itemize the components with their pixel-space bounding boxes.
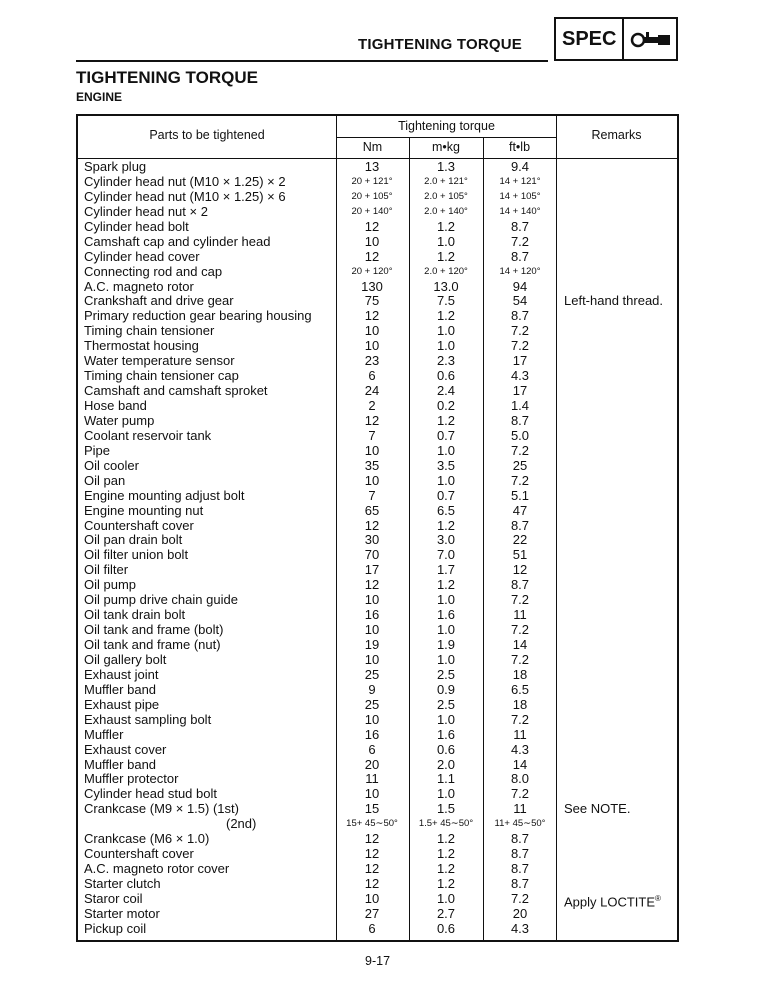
part-cell: Cylinder head nut (M10 × 1.25) × 6 (84, 188, 286, 204)
ftlb-cell: 7.2 (510, 442, 530, 458)
table-row (78, 444, 677, 459)
mkg-cell: 2.4 (436, 383, 456, 399)
ftlb-cell: 11 (513, 801, 527, 817)
ftlb-cell: 25 (512, 457, 528, 473)
ftlb-cell: 8.7 (510, 876, 530, 891)
ftlb-cell: 11 (513, 607, 527, 623)
table-row (78, 429, 677, 444)
part-cell: Oil filter (84, 562, 129, 578)
part-cell: Primary reduction gear bearing housing (84, 308, 312, 324)
table-row (78, 563, 677, 578)
mkg-cell: 0.2 (436, 398, 456, 413)
ftlb-cell: 11+ 45∼50° (494, 818, 546, 830)
ftlb-cell: 4.3 (510, 368, 530, 384)
ftlb-cell: 17 (512, 383, 528, 399)
part-cell: Exhaust pipe (84, 696, 160, 712)
nm-cell: 13 (364, 159, 380, 174)
mkg-cell: 2.3 (436, 353, 456, 369)
ftlb-cell: 14 + 105° (499, 190, 541, 202)
spec-badge-divider (622, 19, 624, 59)
part-cell: Water pump (84, 412, 155, 428)
mkg-cell: 1.0 (436, 786, 456, 802)
part-cell: Exhaust cover (84, 741, 167, 757)
ftlb-cell: 4.3 (510, 920, 530, 936)
nm-cell: 19 (364, 637, 380, 652)
mkg-cell: 1.2 (436, 846, 456, 862)
ftlb-cell: 22 (512, 532, 528, 548)
nm-cell: 12 (364, 308, 380, 324)
ftlb-cell: 14 + 140° (499, 205, 541, 217)
table-row (78, 758, 677, 773)
header-subdivider (336, 137, 557, 138)
part-cell: Crankshaft and drive gear (84, 293, 234, 309)
part-cell: Thermostat housing (84, 338, 199, 354)
mkg-cell: 2.5 (436, 696, 456, 712)
part-cell: Spark plug (84, 159, 147, 174)
nm-cell: 12 (364, 517, 380, 533)
mkg-cell: 1.7 (436, 562, 456, 578)
ftlb-cell: 8.7 (510, 517, 530, 533)
mkg-cell: 0.6 (436, 920, 456, 936)
nm-cell: 15 (364, 801, 380, 817)
part-cell: Camshaft cap and cylinder head (84, 233, 271, 249)
table-row (78, 802, 677, 817)
ftlb-cell: 8.0 (510, 771, 530, 787)
ftlb-cell: 6.5 (510, 681, 530, 697)
nm-cell: 9 (368, 681, 376, 697)
mkg-cell: 1.2 (436, 517, 456, 533)
part-cell: Oil tank and frame (bolt) (84, 622, 224, 638)
ftlb-cell: 7.2 (510, 592, 530, 608)
ftlb-cell: 14 (512, 637, 528, 652)
mkg-cell: 1.0 (436, 442, 456, 458)
nm-cell: 10 (364, 442, 380, 458)
remarks-cell: Apply LOCTITE® (564, 893, 661, 910)
table-row (78, 548, 677, 563)
ftlb-cell: 8.7 (510, 577, 530, 593)
table-row (78, 160, 677, 175)
nm-cell: 10 (364, 592, 380, 608)
nm-cell: 12 (364, 876, 380, 891)
table-row (78, 414, 677, 429)
table-row (78, 220, 677, 235)
table-row (78, 638, 677, 653)
table-row (78, 683, 677, 698)
ftlb-cell: 7.2 (510, 233, 530, 249)
nm-cell: 65 (364, 502, 380, 518)
ftlb-cell: 18 (512, 666, 528, 682)
nm-cell: 12 (364, 577, 380, 593)
table-row (78, 354, 677, 369)
table-row (78, 280, 677, 295)
mkg-cell: 1.3 (436, 159, 456, 174)
table-row (78, 922, 677, 937)
col-header-nm: Nm (362, 140, 383, 154)
mkg-cell: 1.6 (436, 607, 456, 623)
part-cell: Oil pan (84, 472, 126, 488)
mkg-cell: 1.2 (436, 248, 456, 264)
mkg-cell: 1.9 (436, 637, 456, 652)
ftlb-cell: 8.7 (510, 308, 530, 324)
header-rule (76, 60, 548, 62)
nm-cell: 7 (368, 427, 376, 443)
table-row (78, 862, 677, 877)
table-row (78, 877, 677, 892)
nm-cell: 25 (364, 696, 380, 712)
part-cell: Oil tank drain bolt (84, 607, 186, 623)
mkg-cell: 2.0 + 140° (424, 205, 468, 217)
table-row (78, 190, 677, 205)
table-row (78, 369, 677, 384)
mkg-cell: 2.0 + 120° (424, 265, 468, 277)
nm-cell: 10 (364, 472, 380, 488)
part-cell: A.C. magneto rotor (84, 278, 194, 294)
table-row (78, 399, 677, 414)
mkg-cell: 1.0 (436, 233, 456, 249)
mkg-cell: 1.0 (436, 890, 456, 906)
section-title: TIGHTENING TORQUE (76, 68, 258, 87)
ftlb-cell: 7.2 (510, 622, 530, 638)
table-row (78, 250, 677, 265)
remarks-cell: See NOTE. (564, 801, 631, 817)
ftlb-cell: 47 (512, 502, 528, 518)
ftlb-cell: 14 (512, 756, 528, 772)
part-cell: Water temperature sensor (84, 353, 235, 369)
table-row (78, 235, 677, 250)
part-cell: Camshaft and camshaft sproket (84, 383, 268, 399)
part-cell: Muffler (84, 726, 124, 742)
part-cell: Oil filter union bolt (84, 547, 189, 563)
nm-cell: 6 (368, 368, 376, 384)
nm-cell: 16 (364, 607, 380, 623)
table-row (78, 743, 677, 758)
nm-cell: 30 (364, 532, 380, 548)
torque-table (76, 114, 679, 942)
ftlb-cell: 9.4 (510, 159, 530, 174)
part-cell: Timing chain tensioner cap (84, 368, 239, 384)
mkg-cell: 1.2 (436, 308, 456, 324)
mkg-cell: 0.6 (436, 368, 456, 384)
ftlb-cell: 7.2 (510, 472, 530, 488)
table-row (78, 384, 677, 399)
spec-badge (554, 17, 678, 61)
part-cell: Starter clutch (84, 876, 161, 891)
nm-cell: 12 (364, 248, 380, 264)
table-row (78, 772, 677, 787)
ftlb-cell: 7.2 (510, 890, 530, 906)
mkg-cell: 1.2 (436, 577, 456, 593)
part-cell: Crankcase (M6 × 1.0) (84, 831, 210, 847)
mkg-cell: 1.0 (436, 323, 456, 339)
mkg-cell: 0.7 (436, 427, 456, 443)
nm-cell: 24 (364, 383, 380, 399)
ftlb-cell: 7.2 (510, 338, 530, 354)
nm-cell: 10 (364, 711, 380, 727)
part-cell: Hose band (84, 398, 147, 413)
nm-cell: 12 (364, 412, 380, 428)
part-cell: Muffler band (84, 756, 157, 772)
nm-cell: 75 (364, 293, 380, 309)
col-header-remarks: Remarks (591, 128, 642, 142)
nm-cell: 20 + 105° (351, 190, 393, 202)
nm-cell: 12 (364, 861, 380, 877)
nm-cell: 10 (364, 323, 380, 339)
nm-cell: 10 (364, 622, 380, 638)
part-cell: Connecting rod and cap (84, 263, 223, 279)
page-header-title: TIGHTENING TORQUE (358, 36, 522, 53)
table-row (78, 504, 677, 519)
mkg-cell: 1.0 (436, 592, 456, 608)
mkg-cell: 0.7 (436, 487, 456, 503)
ftlb-cell: 51 (512, 547, 528, 563)
part-cell: Cylinder head bolt (84, 218, 189, 234)
nm-cell: 20 (364, 756, 380, 772)
section-subtitle: ENGINE (76, 90, 123, 104)
nm-cell: 130 (361, 278, 383, 294)
part-cell: Timing chain tensioner (84, 323, 215, 339)
ftlb-cell: 4.3 (510, 741, 530, 757)
part-cell: Starter motor (84, 905, 160, 921)
page-number: 9-17 (365, 954, 391, 968)
table-row (78, 698, 677, 713)
nm-cell: 10 (364, 233, 380, 249)
mkg-cell: 0.6 (436, 741, 456, 757)
part-cell: Oil pump (84, 577, 137, 593)
spec-badge-label: SPEC (562, 28, 617, 50)
table-row (78, 787, 677, 802)
part-cell: Exhaust sampling bolt (84, 711, 212, 727)
part-cell: Crankcase (M9 × 1.5) (1st) (84, 801, 239, 817)
part-cell: Cylinder head nut × 2 (84, 203, 208, 219)
ftlb-cell: 7.2 (510, 711, 530, 727)
torque-wrench-icon (628, 28, 674, 52)
mkg-cell: 1.6 (436, 726, 456, 742)
mkg-cell: 3.0 (436, 532, 456, 548)
part-cell: Muffler protector (84, 771, 179, 787)
ftlb-cell: 7.2 (510, 651, 530, 667)
part-cell: Cylinder head cover (84, 248, 200, 264)
mkg-cell: 2.0 + 121° (424, 175, 468, 187)
table-row (78, 832, 677, 847)
table-row (78, 205, 677, 220)
table-body (78, 160, 677, 937)
nm-cell: 12 (364, 218, 380, 234)
ftlb-cell: 1.4 (510, 398, 530, 413)
mkg-cell: 2.7 (436, 905, 456, 921)
part-cell: Oil tank and frame (nut) (84, 637, 221, 652)
col-header-torque: Tightening torque (398, 119, 495, 133)
ftlb-cell: 5.1 (510, 487, 530, 503)
part-cell: Oil pan drain bolt (84, 532, 183, 548)
ftlb-cell: 8.7 (510, 846, 530, 862)
ftlb-cell: 8.7 (510, 248, 530, 264)
ftlb-cell: 14 + 121° (499, 175, 541, 187)
nm-cell: 12 (364, 846, 380, 862)
table-row (78, 890, 677, 910)
table-row (78, 847, 677, 862)
mkg-cell: 6.5 (436, 502, 456, 518)
table-row (78, 653, 677, 668)
ftlb-cell: 94 (512, 278, 528, 294)
part-cell: Engine mounting adjust bolt (84, 487, 245, 503)
nm-cell: 10 (364, 890, 380, 906)
table-row (78, 907, 677, 922)
part-cell: Oil cooler (84, 457, 139, 473)
col-header-parts: Parts to be tightened (149, 128, 265, 142)
nm-cell: 11 (365, 771, 379, 787)
ftlb-cell: 7.2 (510, 786, 530, 802)
mkg-cell: 0.9 (436, 681, 456, 697)
table-row (78, 489, 677, 504)
mkg-cell: 2.0 (436, 756, 456, 772)
mkg-cell: 1.2 (436, 831, 456, 847)
mkg-cell: 1.1 (436, 771, 456, 787)
table-row (78, 578, 677, 593)
ftlb-cell: 8.7 (510, 412, 530, 428)
nm-cell: 16 (364, 726, 380, 742)
ftlb-cell: 8.7 (510, 861, 530, 877)
ftlb-cell: 18 (512, 696, 528, 712)
remarks-cell: Left-hand thread. (564, 293, 664, 309)
mkg-cell: 1.0 (436, 651, 456, 667)
table-row (78, 519, 677, 534)
nm-cell: 20 + 120° (351, 265, 393, 277)
ftlb-cell: 54 (512, 293, 528, 309)
nm-cell: 6 (368, 741, 376, 757)
part-cell: Oil gallery bolt (84, 651, 167, 667)
mkg-cell: 1.2 (436, 218, 456, 234)
part-cell: A.C. magneto rotor cover (84, 861, 230, 877)
nm-cell: 23 (364, 353, 380, 369)
mkg-cell: 3.5 (436, 457, 456, 473)
mkg-cell: 7.5 (436, 293, 456, 309)
table-row (78, 817, 677, 832)
ftlb-cell: 20 (512, 905, 528, 921)
nm-cell: 2 (368, 398, 376, 413)
ftlb-cell: 8.7 (510, 831, 530, 847)
col-header-ftlb: ft•lb (508, 140, 531, 154)
mkg-cell: 1.0 (436, 711, 456, 727)
mkg-cell: 2.0 + 105° (424, 190, 468, 202)
table-row (78, 593, 677, 608)
table-row (78, 608, 677, 623)
nm-cell: 10 (364, 786, 380, 802)
nm-cell: 35 (364, 457, 380, 473)
part-cell: Staror coil (84, 890, 143, 906)
part-cell: Pickup coil (84, 920, 147, 936)
mkg-cell: 1.2 (436, 412, 456, 428)
part-cell: Coolant reservoir tank (84, 427, 212, 443)
table-row (78, 459, 677, 474)
nm-cell: 25 (364, 666, 380, 682)
part-cell: Exhaust joint (84, 666, 159, 682)
ftlb-cell: 5.0 (510, 427, 530, 443)
mkg-cell: 1.2 (436, 876, 456, 891)
part-cell: Muffler band (84, 681, 157, 697)
table-row (78, 623, 677, 638)
col-header-mkg: m•kg (432, 140, 460, 154)
nm-cell: 70 (364, 547, 380, 563)
part-cell: Oil pump drive chain guide (84, 592, 238, 608)
nm-cell: 20 + 140° (351, 205, 393, 217)
mkg-cell: 1.0 (436, 338, 456, 354)
mkg-cell: 1.5+ 45∼50° (418, 818, 474, 830)
table-row (78, 728, 677, 743)
nm-cell: 7 (368, 487, 376, 503)
ftlb-cell: 12 (512, 562, 528, 578)
mkg-cell: 2.5 (436, 666, 456, 682)
ftlb-cell: 17 (512, 353, 528, 369)
table-row (78, 533, 677, 548)
ftlb-cell: 14 + 120° (499, 265, 541, 277)
ftlb-cell: 8.7 (510, 218, 530, 234)
part-cell: Cylinder head stud bolt (84, 786, 217, 802)
part-cell: Cylinder head nut (M10 × 1.25) × 2 (84, 173, 286, 189)
table-row (78, 265, 677, 280)
nm-cell: 10 (364, 651, 380, 667)
nm-cell: 10 (364, 338, 380, 354)
ftlb-cell: 11 (513, 726, 527, 742)
part-cell: (2nd) (226, 816, 257, 832)
nm-cell: 20 + 121° (351, 175, 393, 187)
part-cell: Countershaft cover (84, 517, 194, 533)
table-row (78, 294, 677, 309)
mkg-cell: 1.2 (436, 861, 456, 877)
table-row (78, 474, 677, 489)
table-row (78, 713, 677, 728)
part-cell: Engine mounting nut (84, 502, 204, 518)
nm-cell: 27 (364, 905, 380, 921)
mkg-cell: 13.0 (433, 278, 459, 294)
table-row (78, 309, 677, 324)
mkg-cell: 1.0 (436, 622, 456, 638)
nm-cell: 17 (364, 562, 380, 578)
part-cell: Pipe (84, 442, 111, 458)
nm-cell: 6 (368, 920, 376, 936)
mkg-cell: 7.0 (436, 547, 456, 563)
table-row (78, 668, 677, 683)
nm-cell: 15+ 45∼50° (346, 818, 398, 830)
ftlb-cell: 7.2 (510, 323, 530, 339)
table-row (78, 175, 677, 190)
mkg-cell: 1.5 (436, 801, 456, 817)
table-row (78, 324, 677, 339)
part-cell: Countershaft cover (84, 846, 194, 862)
mkg-cell: 1.0 (436, 472, 456, 488)
nm-cell: 12 (364, 831, 380, 847)
table-row (78, 339, 677, 354)
